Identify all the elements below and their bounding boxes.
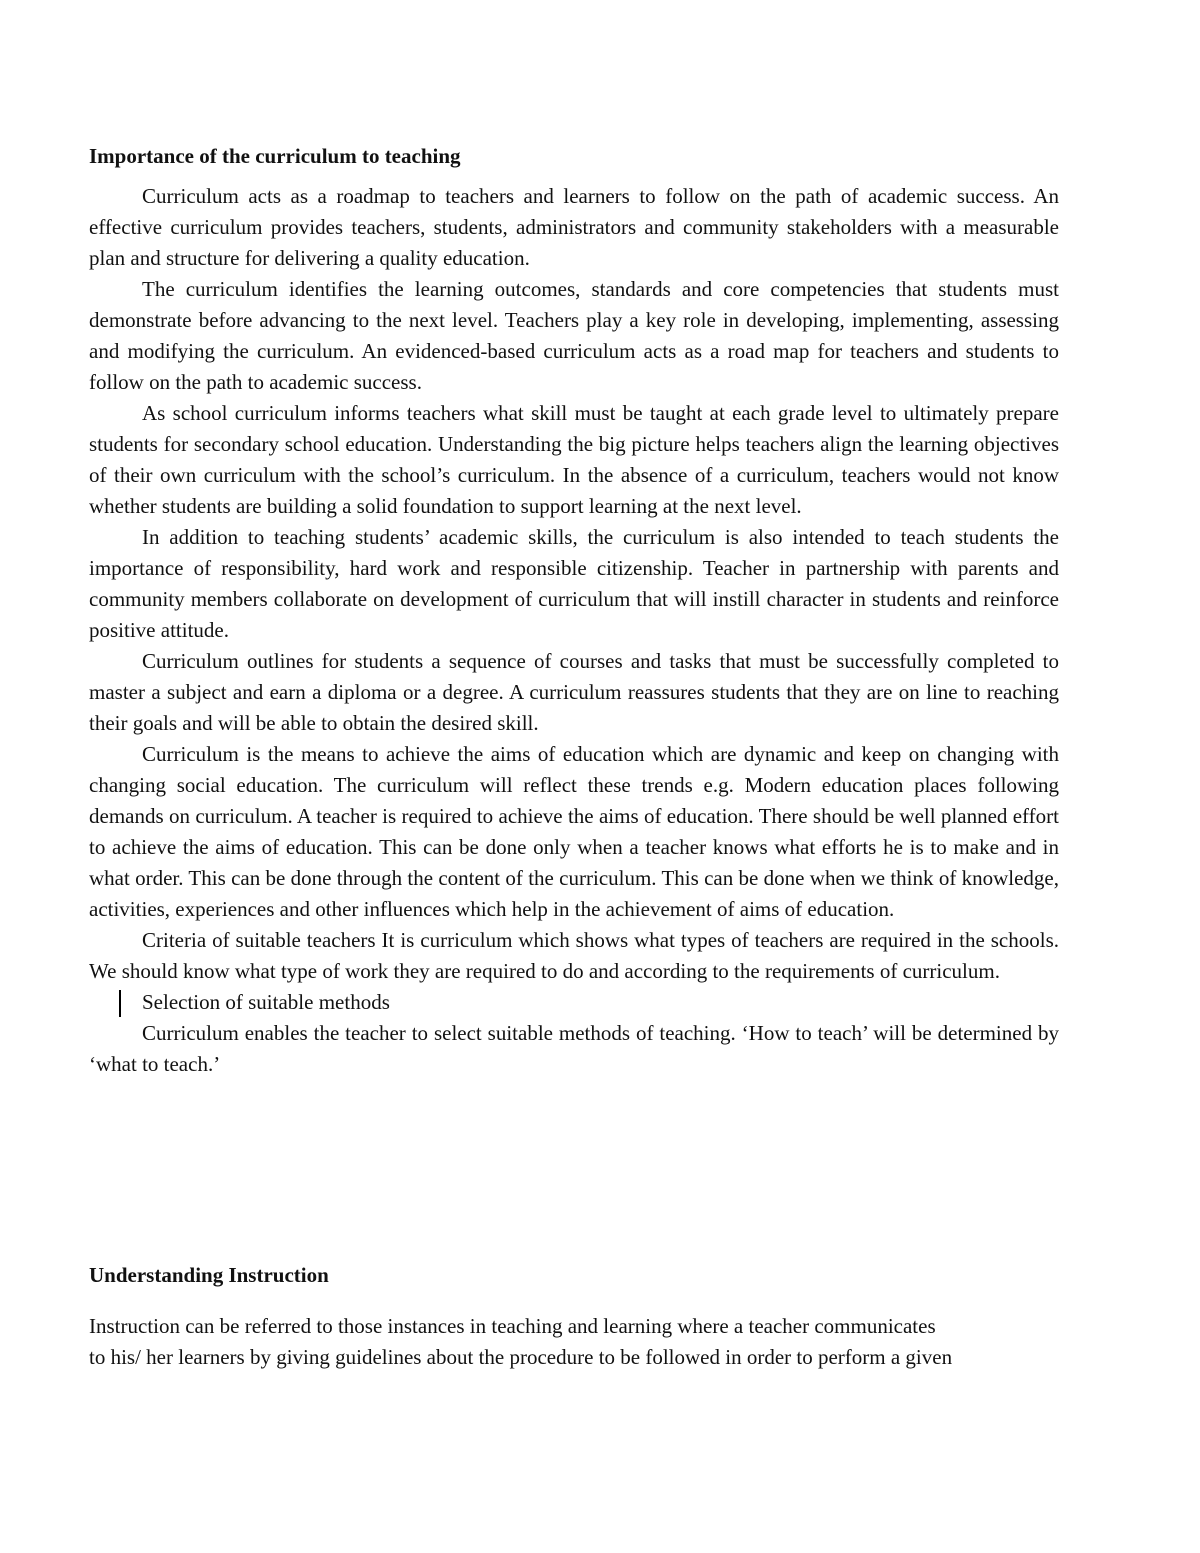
paragraph: Curriculum acts as a roadmap to teachers and learners to follow on the path of academic success. An effective curriculum provides teachers, students, administrators and community stakeholders with a measurable plan and structure for delivering a quality education. <box>89 184 1059 270</box>
section-understanding-instruction <box>89 1260 1059 1373</box>
text-line: Instruction can be referred to those instances in teaching and learning where a teacher communicates <box>89 1314 936 1338</box>
paragraph: As school curriculum informs teachers what skill must be taught at each grade level to ultimately prepare students for secondary school education. Understanding the big picture helps teachers align the learning objectives of their own curriculum with the school’s curriculum. In the absence of a curriculum, teachers would not know whether students are building a solid foundation to support learning at the next level. <box>89 401 1059 518</box>
paragraph: Criteria of suitable teachers It is curriculum which shows what types of teachers are required in the schools. We should know what type of work they are required to do and according to the requirements of curriculum. <box>89 928 1059 983</box>
section-curriculum-importance <box>89 141 1059 1080</box>
section-heading: Importance of the curriculum to teaching <box>89 144 461 168</box>
subheading-text: Selection of suitable methods <box>142 990 390 1014</box>
paragraph: Curriculum is the means to achieve the aims of education which are dynamic and keep on changing with changing social education. The curriculum will reflect these trends e.g. Modern education places following demands on curriculum. A teacher is required to achieve the aims of education. There should be well planned effort to achieve the aims of education. This can be done only when a teacher knows what efforts he is to make and in what order. This can be done through the content of the curriculum. This can be done when we think of knowledge, activities, experiences and other influences which help in the achievement of aims of education. <box>89 742 1059 921</box>
paragraph: Curriculum outlines for students a sequence of courses and tasks that must be successfully completed to master a subject and earn a diploma or a degree. A curriculum reassures students that they are on line to reaching their goals and will be able to obtain the desired skill. <box>89 649 1059 735</box>
section-heading: Understanding Instruction <box>89 1263 329 1287</box>
paragraph: Curriculum enables the teacher to select suitable methods of teaching. ‘How to teach’ will be determined by ‘what to teach.’ <box>89 1021 1059 1076</box>
paragraph: In addition to teaching students’ academic skills, the curriculum is also intended to teach students the importance of responsibility, hard work and responsible citizenship. Teacher in partnership with parents and community members collaborate on development of curriculum that will instill character in students and reinforce positive attitude. <box>89 525 1059 642</box>
paragraph: The curriculum identifies the learning outcomes, standards and core competencies that students must demonstrate before advancing to the next level. Teachers play a key role in developing, implementing, assessing and modifying the curriculum. An evidenced-based curriculum acts as a road map for teachers and students to follow on the path to academic success. <box>89 277 1059 394</box>
text-cursor-icon <box>119 990 121 1017</box>
subheading-line <box>89 987 1059 1018</box>
text-line: to his/ her learners by giving guidelines about the procedure to be followed in order to perform a given <box>89 1345 953 1369</box>
